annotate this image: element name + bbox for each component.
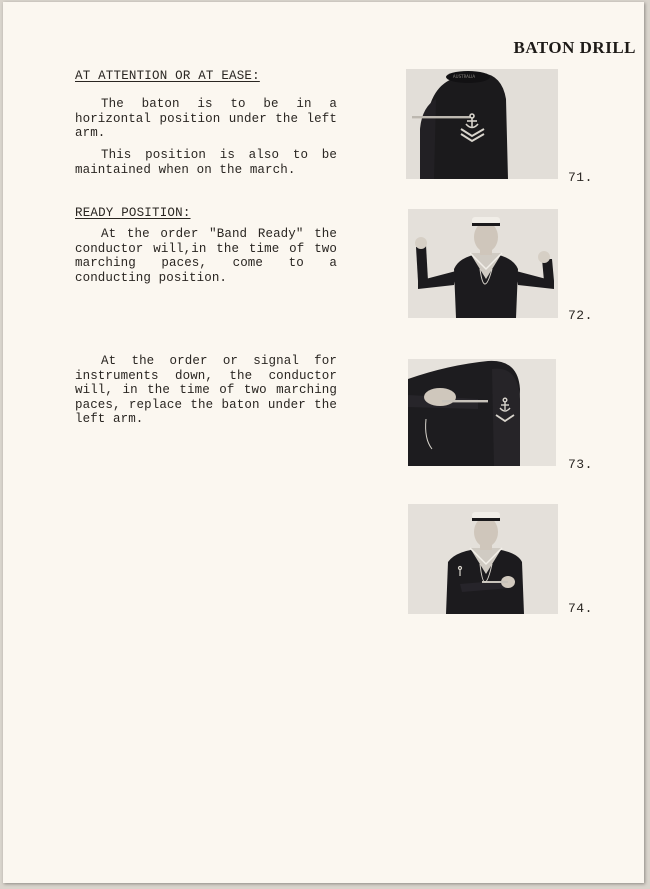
paragraph-attention-2: This position is also to be maintained when on the march. [75,148,337,177]
paragraph-ready: At the order "Band Ready" the conductor will,in the time of two marching paces, come to a conducting position. [75,227,337,285]
figure-number-73: 73. [568,457,593,472]
figure-number-71: 71. [568,170,593,185]
paragraph-attention-1: The baton is to be in a horizontal position under the left arm. [75,97,337,140]
paragraph-instruments-down: At the order or signal for instruments down, the conductor will, in the time of two marching paces, replace the baton under the left arm. [75,354,337,426]
document-page [3,2,644,883]
photo-figure-72 [408,209,558,318]
cap-ribbon-text: AUSTRALIA [452,74,476,79]
page-title: BATON DRILL [513,38,636,57]
section-heading-attention: AT ATTENTION OR AT EASE: [75,69,260,83]
section-heading-ready: READY POSITION: [75,206,191,220]
photo-figure-71 [406,69,558,179]
photo-figure-73 [408,359,556,466]
photo-figure-74 [408,504,558,614]
figure-number-72: 72. [568,308,593,323]
figure-number-74: 74. [568,601,593,616]
